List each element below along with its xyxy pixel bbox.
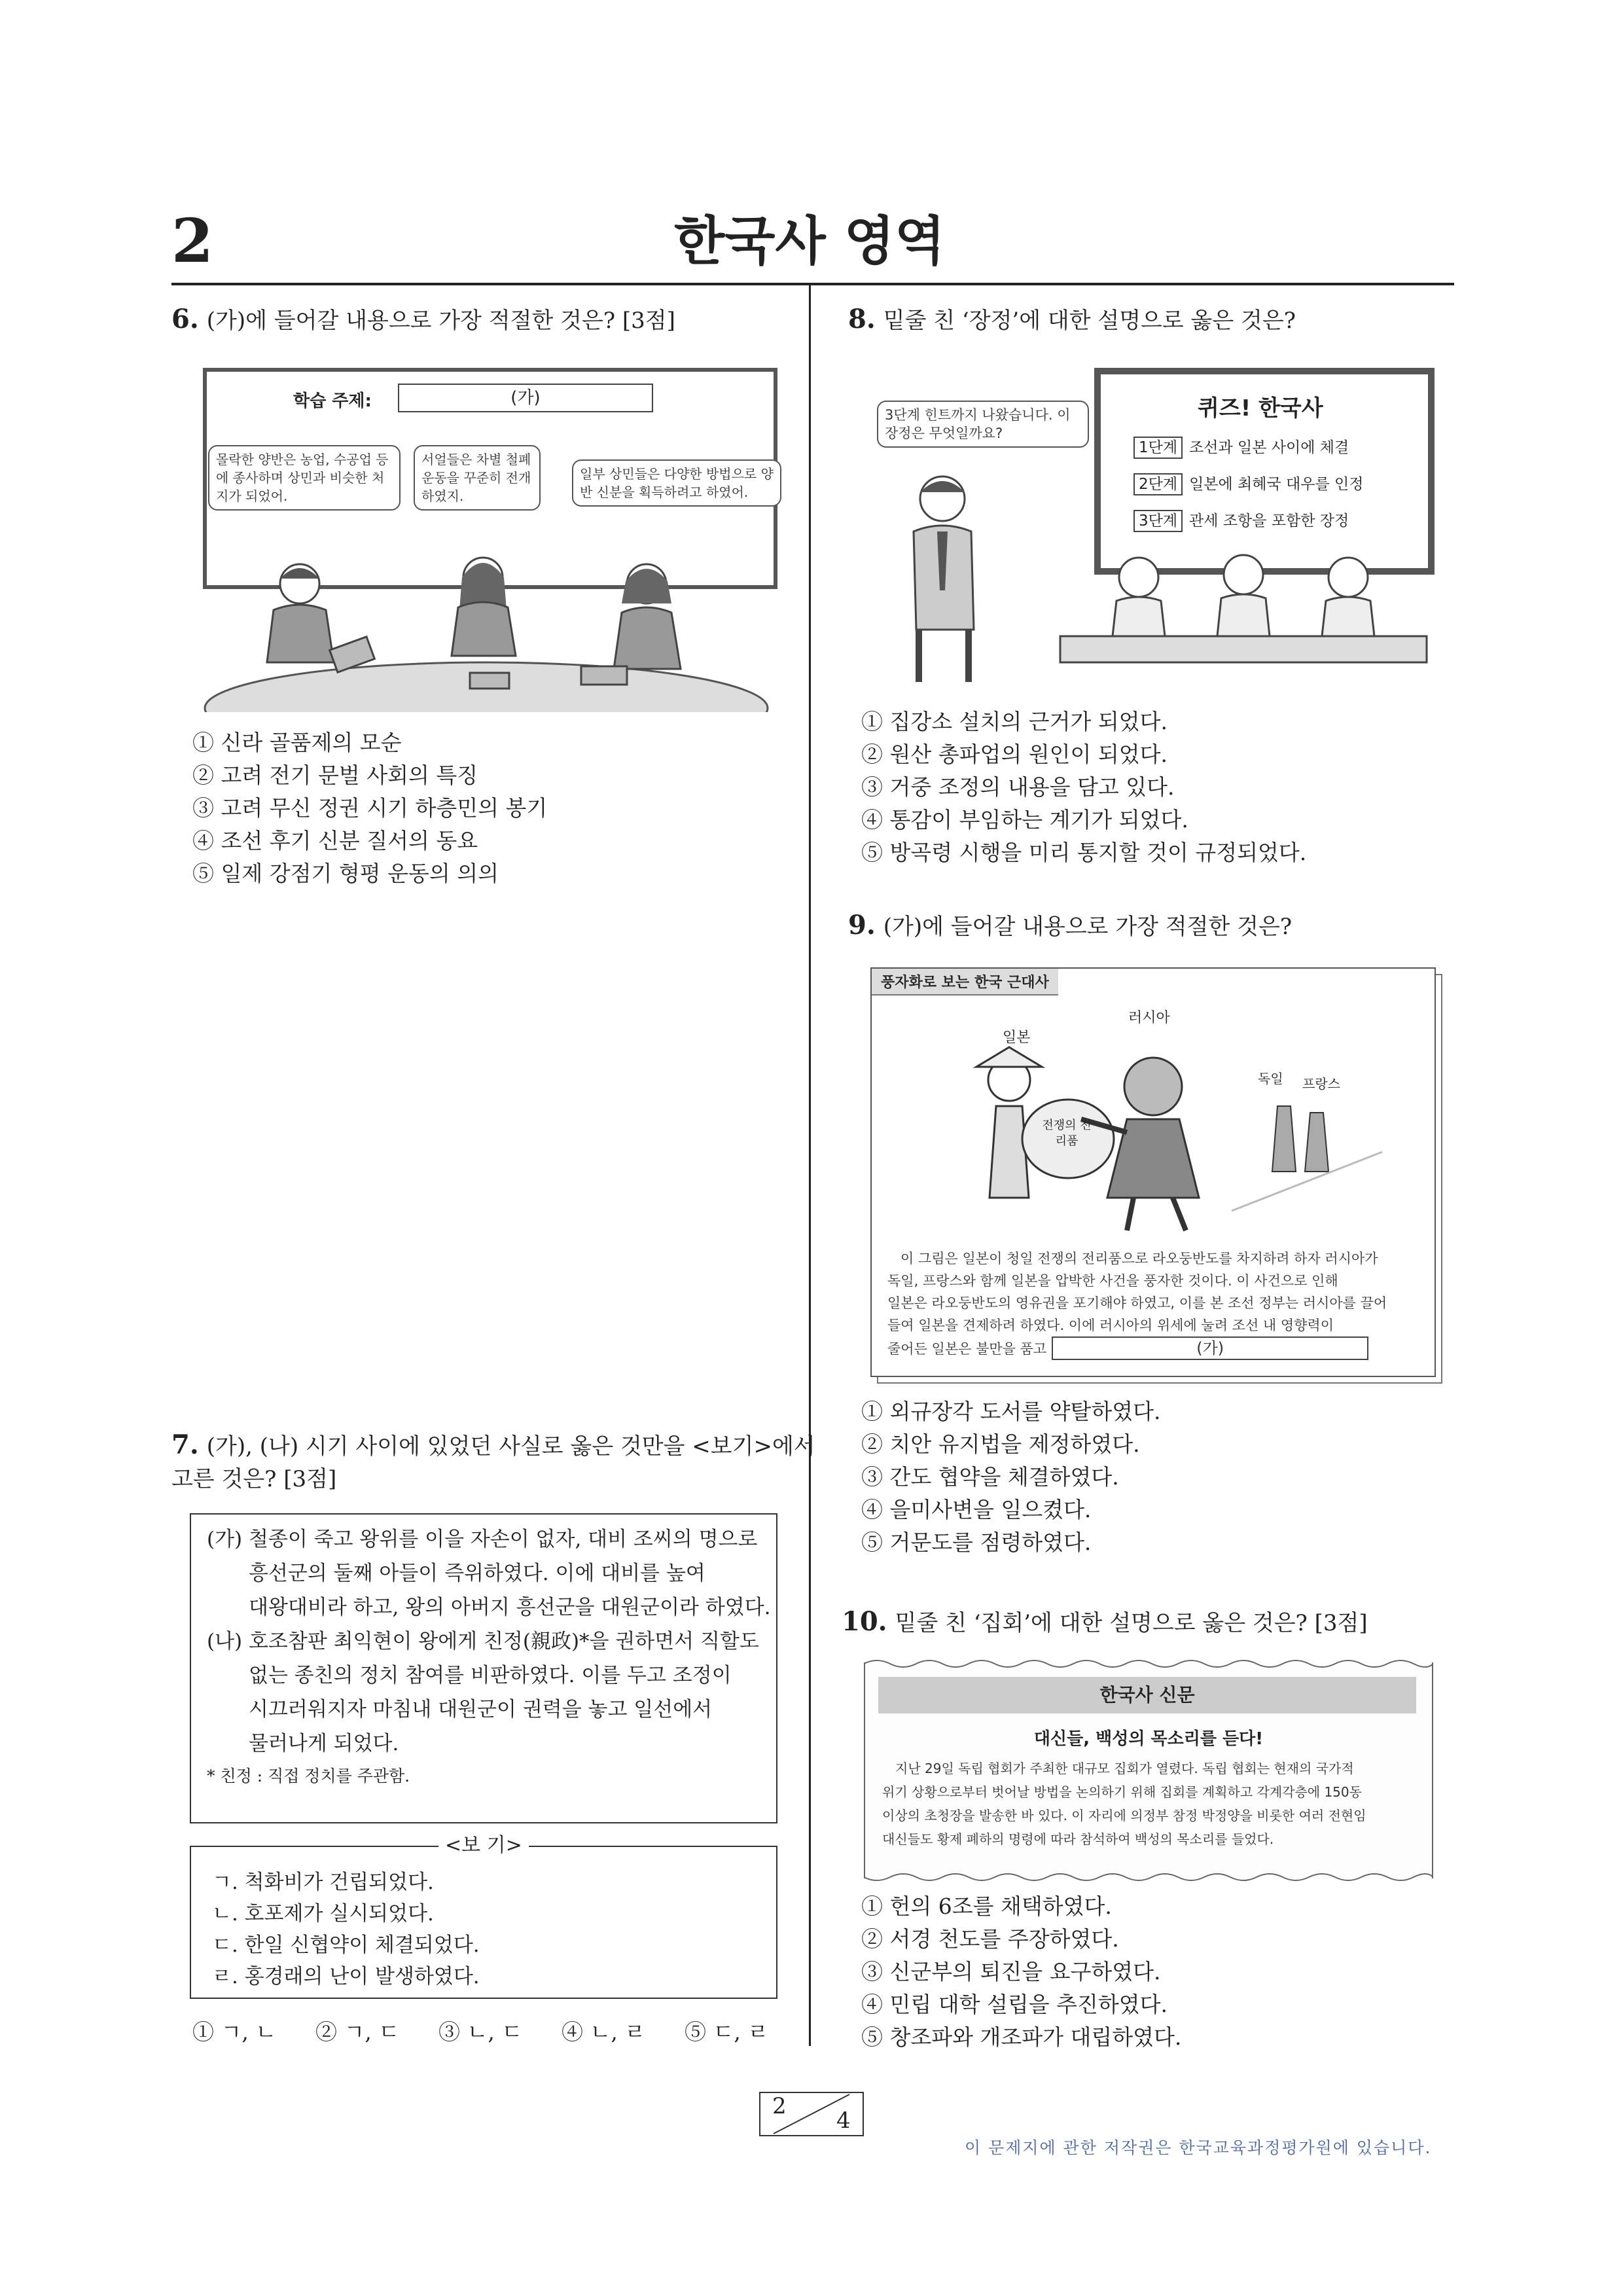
passage-ga-line3: 대왕대비라 하고, 왕의 아버지 흥선군을 대원군이라 하였다. [249, 1596, 771, 1619]
question-9-text: (가)에 들어갈 내용으로 가장 적절한 것은? [883, 914, 1293, 940]
newspaper-title: 한국사 신문 [878, 1677, 1416, 1713]
q7-choice-2[interactable]: ② ㄱ, ㄷ [315, 2019, 400, 2045]
question-9-number: 9. [848, 910, 876, 941]
bogi-item-2: ㄴ. 호포제가 실시되었다. [212, 1902, 434, 1926]
q9-choice-5[interactable]: ⑤ 거문도를 점령하였다. [861, 1530, 1092, 1555]
caption-line-1: 이 그림은 일본이 청일 전쟁의 전리품으로 라오둥반도를 차지하려 하자 러시아가 [901, 1251, 1378, 1266]
q7-choice-4[interactable]: ④ ㄴ, ㄹ [562, 2019, 646, 2045]
q10-choice-3[interactable]: ③ 신군부의 퇴진을 요구하였다. [861, 1959, 1161, 1984]
footer-page-current: 2 [772, 2093, 787, 2119]
question-6-number: 6. [171, 304, 199, 334]
question-7-number: 7. [171, 1429, 199, 1460]
cartoon-header: 풍자화로 보는 한국 근대사 [872, 969, 1058, 996]
q6-choice-4[interactable]: ④ 조선 후기 신분 질서의 동요 [192, 828, 478, 853]
q10-choice-4[interactable]: ④ 민립 대학 설립을 추진하였다. [861, 1992, 1168, 2017]
page-number: 2 [171, 206, 214, 276]
passage-ga-line1: (가) 철종이 죽고 왕위를 이을 자손이 없자, 대비 조씨의 명으로 [207, 1528, 758, 1551]
caption-line-5: 줄어든 일본은 불만을 품고 (가) [887, 1336, 1387, 1360]
teacher-speech-bubble: 3단계 힌트까지 나왔습니다. 이 장정은 무엇일까요? [877, 401, 1089, 448]
q10-choice-2[interactable]: ② 서경 천도를 주장하였다. [861, 1926, 1119, 1952]
passage-na-line1: (나) 호조참판 최익현이 왕에게 친정(親政)*을 권하면서 직할도 [207, 1630, 759, 1653]
bogi-item-3: ㄷ. 한일 신협약이 체결되었다. [212, 1933, 480, 1957]
q9-choice-2[interactable]: ② 치안 유지법을 제정하였다. [861, 1431, 1140, 1457]
caption-line-2: 독일, 프랑스와 함께 일본을 압박한 사건을 풍자한 것이다. 이 사건으로 인해 [887, 1273, 1338, 1289]
passage-na-line3: 시끄러워지자 마침내 대원군이 권력을 놓고 일선에서 [249, 1698, 713, 1721]
bogi-item-4: ㄹ. 홍경래의 난이 발생하였다. [212, 1965, 480, 1988]
cartoon-illustration [937, 1041, 1395, 1237]
classroom-illustration [864, 459, 1433, 687]
footer-page-box [759, 2092, 864, 2136]
topic-label: 학습 주제: [293, 391, 372, 411]
q6-choice-1[interactable]: ① 신라 골품제의 모순 [192, 730, 402, 755]
q8-choice-3[interactable]: ③ 거중 조정의 내용을 담고 있다. [861, 774, 1175, 800]
question-10-choices [861, 1890, 1181, 2054]
header-rule [171, 283, 1454, 285]
students-illustration [195, 545, 777, 712]
question-7-choices [192, 2016, 783, 2049]
speech-bubble-3: 일부 상민들은 다양한 방법으로 양반 신분을 획득하려고 하였어. [572, 459, 781, 507]
question-10-number: 10. [842, 1606, 887, 1637]
q7-choice-5[interactable]: ⑤ ㄷ, ㄹ [685, 2019, 769, 2045]
newspaper-body-line-1: 지난 29일 독립 협회가 주최한 대규모 집회가 열렸다. 독립 협회는 현재의 국가적 [895, 1761, 1354, 1776]
quiz-step-1: 1단계 조선과 일본 사이에 체결 [1133, 429, 1363, 466]
q6-choice-2[interactable]: ② 고려 전기 문벌 사회의 특징 [192, 762, 478, 788]
question-6-title [171, 305, 675, 335]
footer-copyright: 이 문제지에 관한 저작권은 한국교육과정평가원에 있습니다. [965, 2138, 1432, 2157]
newspaper-torn-top [864, 1657, 1433, 1668]
cartoon-caption [887, 1247, 1387, 1360]
q9-choice-4[interactable]: ④ 을미사변을 일으켰다. [861, 1497, 1092, 1522]
speech-bubble-1: 몰락한 양반은 농업, 수공업 등에 종사하며 상민과 비슷한 처지가 되었어. [208, 445, 401, 511]
speech-bubble-2: 서얼들은 차별 철폐 운동을 꾸준히 전개 하였지. [414, 445, 541, 511]
q10-choice-1[interactable]: ① 헌의 6조를 채택하였다. [861, 1893, 1112, 1919]
q6-choice-5[interactable]: ⑤ 일제 강점기 형평 운동의 의의 [192, 861, 499, 886]
quiz-step-3: 3단계 관세 조항을 포함한 장정 [1133, 503, 1363, 539]
question-7-text-line2: 고른 것은? [3점] [171, 1466, 337, 1492]
newspaper-body-line-3: 이상의 초청장을 발송한 바 있다. 이 자리에 의정부 참정 박정양을 비롯한 여러 전현임 [882, 1808, 1366, 1823]
label-russia: 러시아 [1128, 1010, 1170, 1026]
question-10-text: 밑줄 친 ‘집회’에 대한 설명으로 옳은 것은? [3점] [895, 1610, 1368, 1636]
question-8-title [848, 305, 1296, 335]
caption-blank: (가) [1052, 1336, 1368, 1360]
bogi-item-1: ㄱ. 척화비가 건립되었다. [212, 1871, 434, 1894]
question-7-text-line1: (가), (나) 시기 사이에 있었던 사실로 옳은 것만을 <보기>에서 [206, 1433, 815, 1460]
q9-choice-3[interactable]: ③ 간도 협약을 체결하였다. [861, 1464, 1119, 1490]
q6-choice-3[interactable]: ③ 고려 무신 정권 시기 하층민의 봉기 [192, 795, 548, 821]
question-8-text: 밑줄 친 ‘장정’에 대한 설명으로 옳은 것은? [883, 308, 1296, 334]
bag-label: 전쟁의 전리품 [1042, 1119, 1092, 1148]
page-title: 한국사 영역 [674, 210, 946, 272]
bogi-list [212, 1867, 480, 1992]
question-6-text: (가)에 들어갈 내용으로 가장 적절한 것은? [3점] [206, 308, 675, 334]
question-9-title [848, 911, 1292, 941]
label-france: 프랑스 [1302, 1076, 1340, 1092]
newspaper-torn-bottom [864, 1873, 1433, 1884]
q9-choice-1[interactable]: ① 외규장각 도서를 약탈하였다. [861, 1399, 1161, 1424]
q8-choice-1[interactable]: ① 집강소 설치의 근거가 되었다. [861, 709, 1168, 734]
question-8-number: 8. [848, 304, 876, 334]
question-8-figure [864, 361, 1433, 687]
q8-choice-4[interactable]: ④ 통감이 부임하는 계기가 되었다. [861, 807, 1188, 833]
newspaper-body-line-4: 대신들도 황제 폐하의 명령에 따라 참석하여 백성의 목소리를 들었다. [882, 1831, 1274, 1847]
quiz-title: 퀴즈! 한국사 [1198, 395, 1323, 422]
newspaper-body-line-2: 위기 상황으로부터 벗어날 방법을 논의하기 위해 집회를 계획하고 각계각층에 150동 [882, 1784, 1362, 1800]
q8-choice-2[interactable]: ② 원산 총파업의 원인이 되었다. [861, 742, 1168, 767]
caption-line-3: 일본은 라오둥반도의 영유권을 포기해야 하였고, 이를 본 조선 정부는 러시아를 끌어 [887, 1295, 1387, 1311]
newspaper-body [882, 1757, 1366, 1851]
question-7-title [171, 1431, 815, 1461]
q10-choice-5[interactable]: ⑤ 창조파와 개조파가 대립하였다. [861, 2024, 1182, 2050]
passage-note: * 친정 : 직접 정치를 주관함. [207, 1767, 410, 1785]
question-6-choices [192, 726, 547, 890]
question-10-title [842, 1607, 1368, 1638]
caption-line-4: 들여 일본을 견제하려 하였다. 이에 러시아의 위세에 눌려 조선 내 영향력이 [887, 1318, 1334, 1333]
question-9-figure [870, 967, 1436, 1377]
passage-ga-line2: 흥선군의 둘째 아들이 즉위하였다. 이에 대비를 높여 [249, 1562, 705, 1585]
question-9-choices [861, 1395, 1161, 1559]
newspaper-headline: 대신들, 백성의 목소리를 듣다! [1033, 1729, 1264, 1749]
question-6-figure [195, 361, 777, 712]
quiz-step-2: 2단계 일본에 최혜국 대우를 인정 [1133, 466, 1363, 503]
question-7-passage [207, 1522, 771, 1792]
column-divider [809, 285, 811, 2046]
passage-na-line2: 없는 종친의 정치 참여를 비판하였다. 이를 두고 조정이 [249, 1664, 732, 1687]
q8-choice-5[interactable]: ⑤ 방곡령 시행을 미리 통지할 것이 규정되었다. [861, 840, 1307, 865]
topic-blank: (가) [398, 384, 653, 412]
q7-choice-3[interactable]: ③ ㄴ, ㄷ [438, 2019, 523, 2045]
passage-na-line4: 물러나게 되었다. [249, 1732, 399, 1755]
q7-choice-1[interactable]: ① ㄱ, ㄴ [192, 2019, 277, 2045]
question-10-newspaper [864, 1662, 1433, 1878]
bogi-title: <보 기> [438, 1833, 529, 1859]
label-germany: 독일 [1258, 1071, 1283, 1086]
question-8-choices [861, 706, 1306, 869]
label-japan: 일본 [1003, 1030, 1031, 1046]
footer-page-total: 4 [836, 2108, 851, 2134]
